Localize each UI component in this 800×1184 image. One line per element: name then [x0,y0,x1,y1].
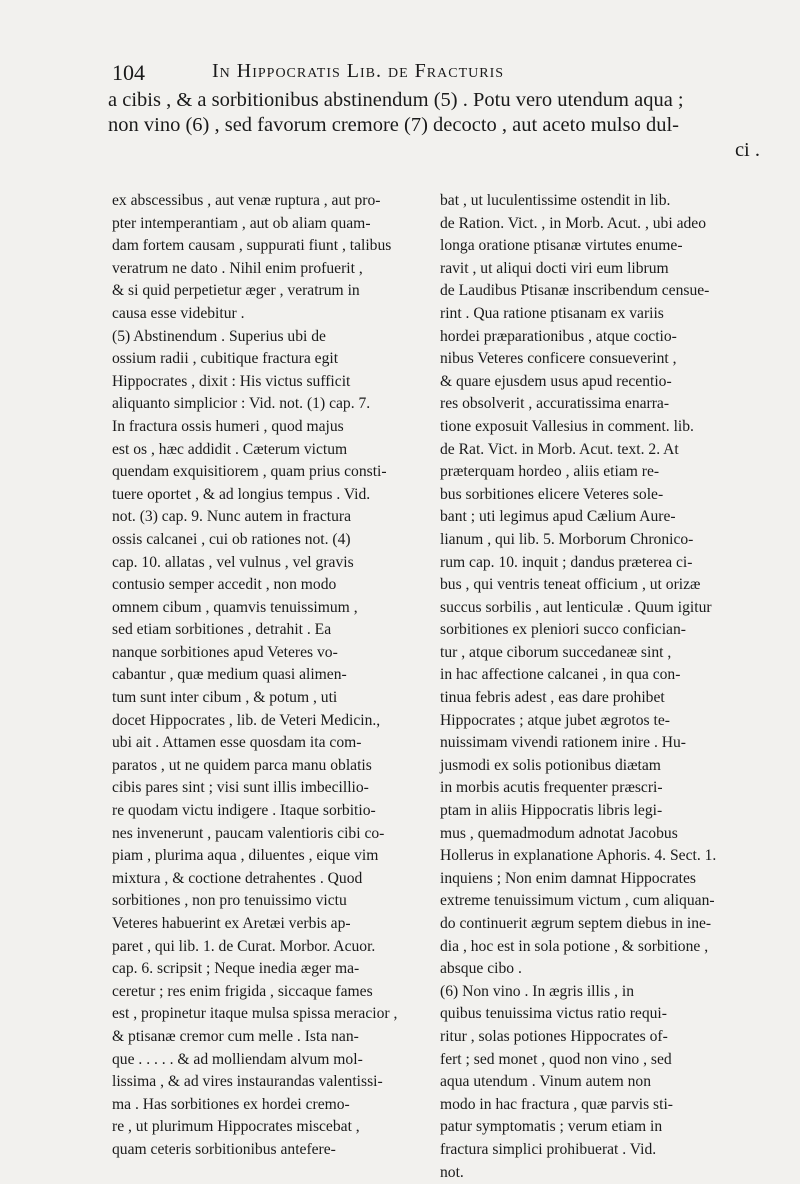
text-line: ossis calcanei , cui ob rationes not. (4) [112,530,351,548]
text-line: tinua febris adest , eas dare prohibet [440,689,665,707]
text-line: nanque sorbitiones apud Veteres vo- [112,643,338,661]
text-line: not. [440,1163,464,1181]
text-line: cibis pares sint ; visi sunt illis imbecillio- [112,779,369,797]
text-line: aliquanto simplicior : Vid. not. (1) cap. 7. [112,395,371,413]
text-line: longa oratione ptisanæ virtutes enume- [440,237,683,255]
text-line: hordei præparationibus , atque coctio- [440,327,677,345]
text-line: quendam exquisitiorem , quam prius consti- [112,463,387,481]
text-line: que . . . . . & ad molliendam alvum mol- [112,1050,363,1068]
text-line: ma . Has sorbitiones ex hordei cremo- [112,1095,350,1113]
text-line: ptam in aliis Hippocratis libris legi- [440,802,663,820]
text-line: do continuerit ægrum septem diebus in ine- [440,915,712,932]
text-line: dam fortem causam , suppurati fiunt , talibus [112,237,392,255]
text-line: Veteres habuerint ex Aretæi verbis ap- [112,915,351,932]
text-line: Hippocrates ; atque jubet ægrotos te- [440,711,670,729]
text-line: fert ; sed monet , quod non vino , sed [440,1050,672,1068]
text-line: sorbitiones ex pleniori succo confician- [440,621,686,639]
text-line: de Laudibus Ptisanæ inscribendum censue- [440,282,710,300]
text-line: (6) Non vino . In ægris illis , in [440,982,635,1000]
text-line: jusmodi ex solis potionibus diætam [440,756,661,774]
text-line: (5) Abstinendum . Superius ubi de [112,327,326,345]
text-line: præterquam hordeo , aliis etiam re- [440,463,660,481]
text-line: cabantur , quæ medium quasi alimen- [112,666,347,684]
text-line: Hippocrates , dixit : His victus sufficit [112,372,351,390]
text-line: piam , plurima aqua , diluentes , eique vim [112,847,379,865]
text-line: ritur , solas potiones Hippocrates of- [440,1027,668,1045]
text-line: & si quid perpetietur æger , veratrum in [112,282,360,300]
text-line: re quodam victu indigere . Itaque sorbitio- [112,802,376,820]
text-line: pter intemperantiam , aut ob aliam quam- [112,214,371,232]
text-line: tur , atque ciborum succedaneæ sint , [440,643,672,661]
text-line: ceretur ; res enim frigida , siccaque fames [112,982,373,1000]
text-line: Hollerus in explanatione Aphoris. 4. Sect. 1. [440,847,717,865]
text-line: rint . Qua ratione ptisanam ex variis [440,304,664,322]
text-line: absque cibo . [440,960,522,978]
intro-text [108,88,760,163]
text-line: dia , hoc est in sola potione , & sorbitione , [440,937,709,955]
text-line: paratos , ut ne quidem parca manu oblatis [112,756,372,774]
text-line: ossium radii , cubitique fractura egit [112,350,339,368]
text-line: In fractura ossis humeri , quod majus [112,417,344,435]
intro-line: ci . [734,139,760,161]
text-line: in morbis acutis frequenter præscri- [440,779,663,797]
text-line: lissima , & ad vires instaurandas valentissi- [112,1073,383,1091]
page-number: 104 [112,60,145,85]
text-line: succus sorbilis , aut lenticulæ . Quum igitur [440,598,712,616]
text-line: est , propinetur itaque mulsa spissa meracior , [112,1005,398,1023]
text-line: fractura simplici prohibuerat . Vid. [440,1140,657,1158]
text-line: patur symptomatis ; verum etiam in [440,1118,663,1136]
text-line: bus , qui ventris teneat officium , ut orizæ [440,576,701,594]
text-line: tuere oportet , & ad longius tempus . Vid. [112,485,371,503]
text-line: res obsolverit , accuratissima enarra- [440,395,670,413]
text-line: paret , qui lib. 1. de Curat. Morbor. Acuor. [112,937,376,955]
text-line: mus , quemadmodum adnotat Jacobus [440,824,678,842]
text-line: omnem cibum , quamvis tenuissimum , [112,598,358,616]
text-line: sorbitiones , non pro tenuissimo victu [112,892,347,910]
text-line: quibus tenuissima victus ratio requi- [440,1005,667,1023]
text-line: contusio semper accedit , non modo [112,576,337,594]
text-line: sed etiam sorbitiones , detrahit . Ea [112,621,332,639]
text-line: inquiens ; Non enim damnat Hippocrates [440,869,696,887]
text-line: est os , hæc addidit . Cæterum victum [112,440,348,458]
text-line: rum cap. 10. inquit ; dandus præterea ci- [440,553,693,571]
left-column [112,190,422,1158]
text-line: lianum , qui lib. 5. Morborum Chronico- [440,530,694,548]
text-line: causa esse videbitur . [112,304,245,322]
intro-line: a cibis , & a sorbitionibus abstinendum (5) . Potu vero utendum aqua ; [108,89,684,111]
text-line: bus sorbitiones elicere Veteres sole- [440,485,664,503]
text-line: in hac affectione calcanei , in qua con- [440,666,681,684]
running-title: In Hippocratis Lib. de Fracturis [212,60,505,82]
text-line: re , ut plurimum Hippocrates miscebat , [112,1118,360,1136]
text-line: veratrum ne dato . Nihil enim profuerit , [112,259,363,277]
text-line: docet Hippocrates , lib. de Veteri Medicin., [112,711,381,729]
text-line: cap. 6. scripsit ; Neque inedia æger ma- [112,960,360,978]
text-line: tione exposuit Vallesius in comment. lib. [440,417,694,435]
text-line: nibus Veteres conficere consueverint , [440,350,677,368]
text-line: extreme tenuissimum victum , cum aliquan- [440,892,715,910]
text-line: not. (3) cap. 9. Nunc autem in fractura [112,508,352,526]
page-header [112,60,672,86]
text-line: mixtura , & coctione detrahentes . Quod [112,869,363,887]
text-line: ex abscessibus , aut venæ ruptura , aut pro- [112,192,381,209]
text-line: de Ration. Vict. , in Morb. Acut. , ubi adeo [440,214,706,232]
text-line: cap. 10. allatas , vel vulnus , vel gravis [112,553,354,571]
text-line: & quare ejusdem usus apud recentio- [440,372,672,390]
text-line: ravit , ut aliqui docti viri eum librum [440,259,669,277]
text-line: tum sunt inter cibum , & potum , uti [112,689,338,707]
text-line: nuissimam vivendi rationem inire . Hu- [440,734,686,752]
text-line: & ptisanæ cremor cum melle . Ista nan- [112,1027,359,1045]
text-line: quam ceteris sorbitionibus antefere- [112,1140,336,1158]
text-line: modo in hac fractura , quæ parvis sti- [440,1095,673,1113]
text-line: aqua utendum . Vinum autem non [440,1073,651,1091]
intro-line: non vino (6) , sed favorum cremore (7) decocto , aut aceto mulso dul- [108,114,679,136]
text-line: bant ; uti legimus apud Cælium Aure- [440,508,676,526]
text-line: nes invenerunt , paucam valentioris cibi co- [112,824,385,842]
text-line: de Rat. Vict. in Morb. Acut. text. 2. At [440,440,679,458]
text-line: bat , ut luculentissime ostendit in lib. [440,192,671,209]
right-column [440,190,758,1181]
text-line: ubi ait . Attamen esse quosdam ita com- [112,734,362,752]
